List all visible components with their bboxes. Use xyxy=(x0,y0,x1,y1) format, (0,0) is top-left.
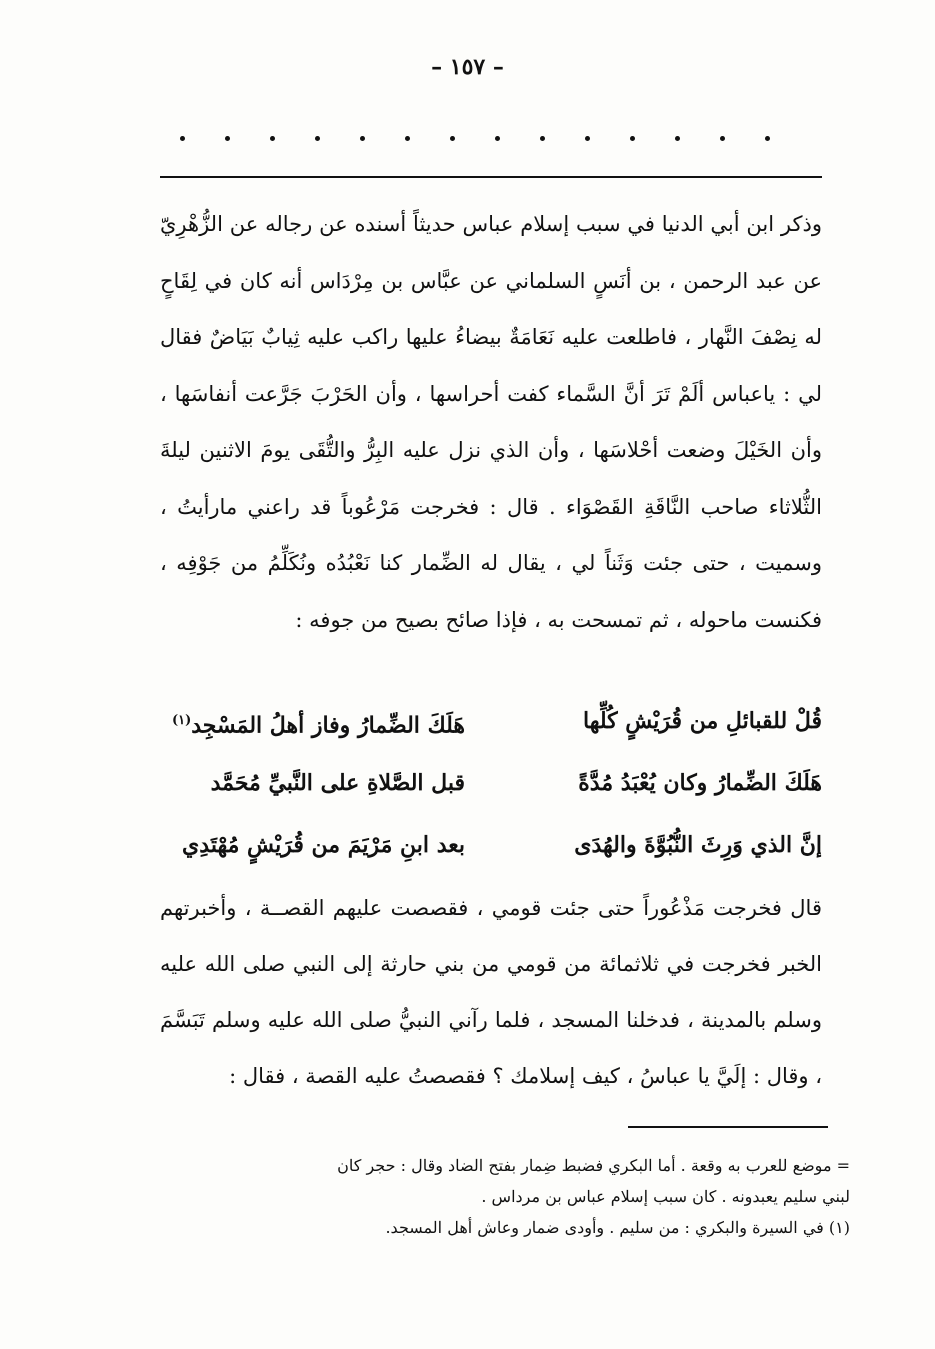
footnote-1: (١) في السيرة والبكري : من سليم . وأودى ضمار وعاش أهل المسجد. xyxy=(385,1218,850,1237)
verse-second-hemistich-text: هَلَكَ الضِّمارُ وفاز أهلُ المَسْجِد xyxy=(191,712,465,739)
ornament-dot xyxy=(405,136,410,141)
page-number: – ١٥٧ – xyxy=(431,54,504,80)
ornament-dot xyxy=(540,136,545,141)
main-text-block-continued xyxy=(160,880,822,1104)
poem-block xyxy=(160,690,822,876)
ornament-dot xyxy=(315,136,320,141)
body-paragraph: قال فخرجت مَذْعُوراً حتى جئت قومي ، فقصصت عليهم القصــة ، وأخبرتهم الخبر فخرجت في ثلاثمائة من قومي من بني حارثة إلى النبي صلى الله عليه وسلم بالمدينة ، فدخلنا المسجد ، فلما رآني النبيُّ صلى الله عليه وسلم تَبَسَّمَ ، وقال : إلَيَّ يا عباسُ ، كيف إسلامك ؟ فقصصتُ عليه القصة ، فقال : xyxy=(160,896,822,1088)
verse-second-hemistich: قبل الصَّلاةِ على النَّبيِّ مُحَمَّد xyxy=(210,770,465,796)
footnote-separator xyxy=(628,1126,828,1128)
footnote-continuation: لبني سليم يعبدونه . كان سبب إسلام عباس بن مرداس . xyxy=(481,1187,850,1206)
ornamental-dot-separator xyxy=(180,136,770,141)
ornament-dot xyxy=(765,136,770,141)
verse-first-hemistich: إنَّ الذي وَرِثَ النُّبُوَّةَ والهُدَى xyxy=(574,832,822,858)
ornament-dot xyxy=(270,136,275,141)
main-text-block xyxy=(160,196,822,648)
verse-second-hemistich xyxy=(160,690,465,752)
footnotes-block xyxy=(160,1150,850,1243)
verse-first-hemistich: هَلَكَ الضِّمارُ وكان يُعْبَدُ مُدَّةً xyxy=(578,770,822,796)
verse-second-hemistich: بعد ابنِ مَرْيَمَ من قُرَيْشٍ مُهْتَدِي xyxy=(182,832,465,858)
ornament-dot xyxy=(720,136,725,141)
body-paragraph: وذكر ابن أبي الدنيا في سبب إسلام عباس حديثاً أسنده عن رجاله عن الزُّهْرِيّ عن عبد الرحمن ، بن أنَسٍ السلماني عن عبَّاس بن مِرْدَاس أنه كان في لِقَاحٍ له نِصْفَ النَّهار ، فاطلعت عليه نَعَامَةٌ بيضاءُ عليها راكب عليه ثِيابٌ بَيَاضٌ فقال لي : ياعباس ألَمْ تَرَ أنَّ السَّماء كفت أحراسها ، وأن الحَرْبَ جَرَّعت أنفاسَها ، وأن الخَيْلَ وضعت أحْلاسَها ، وأن الذي نزل عليه البِرُّ والتُّقَى يومَ الاثنين ليلةَ الثُّلاثاء صاحب النَّاقَةِ القَصْوَاء . قال : فخرجت مَرْعُوباً قد راعني مارأيتُ ، وسميت ، حتى جئت وَثَناً لي ، يقال له الضِّمار كنا نَعْبُدُه ونُكَلِّمُ من جَوْفِه ، فكنست ماحوله ، ثم تمسحت به ، فإذا صائح بصيح من جوفه : xyxy=(160,212,822,632)
poem-verse xyxy=(160,752,822,814)
footnote-continuation: = موضع للعرب به وقعة . أما البكري فضبط ضِمار بفتح الضاد وقال : حجر كان xyxy=(337,1156,850,1175)
ornament-dot xyxy=(450,136,455,141)
poem-verse xyxy=(160,814,822,876)
header-rule xyxy=(160,176,822,178)
ornament-dot xyxy=(585,136,590,141)
ornament-dot xyxy=(495,136,500,141)
footnote-marker: (١) xyxy=(171,713,192,728)
ornament-dot xyxy=(675,136,680,141)
ornament-dot xyxy=(180,136,185,141)
ornament-dot xyxy=(630,136,635,141)
ornament-dot xyxy=(360,136,365,141)
poem-verse xyxy=(160,690,822,752)
verse-first-hemistich: قُلْ للقبائلِ من قُرَيْشٍ كُلِّها xyxy=(582,708,822,734)
ornament-dot xyxy=(225,136,230,141)
